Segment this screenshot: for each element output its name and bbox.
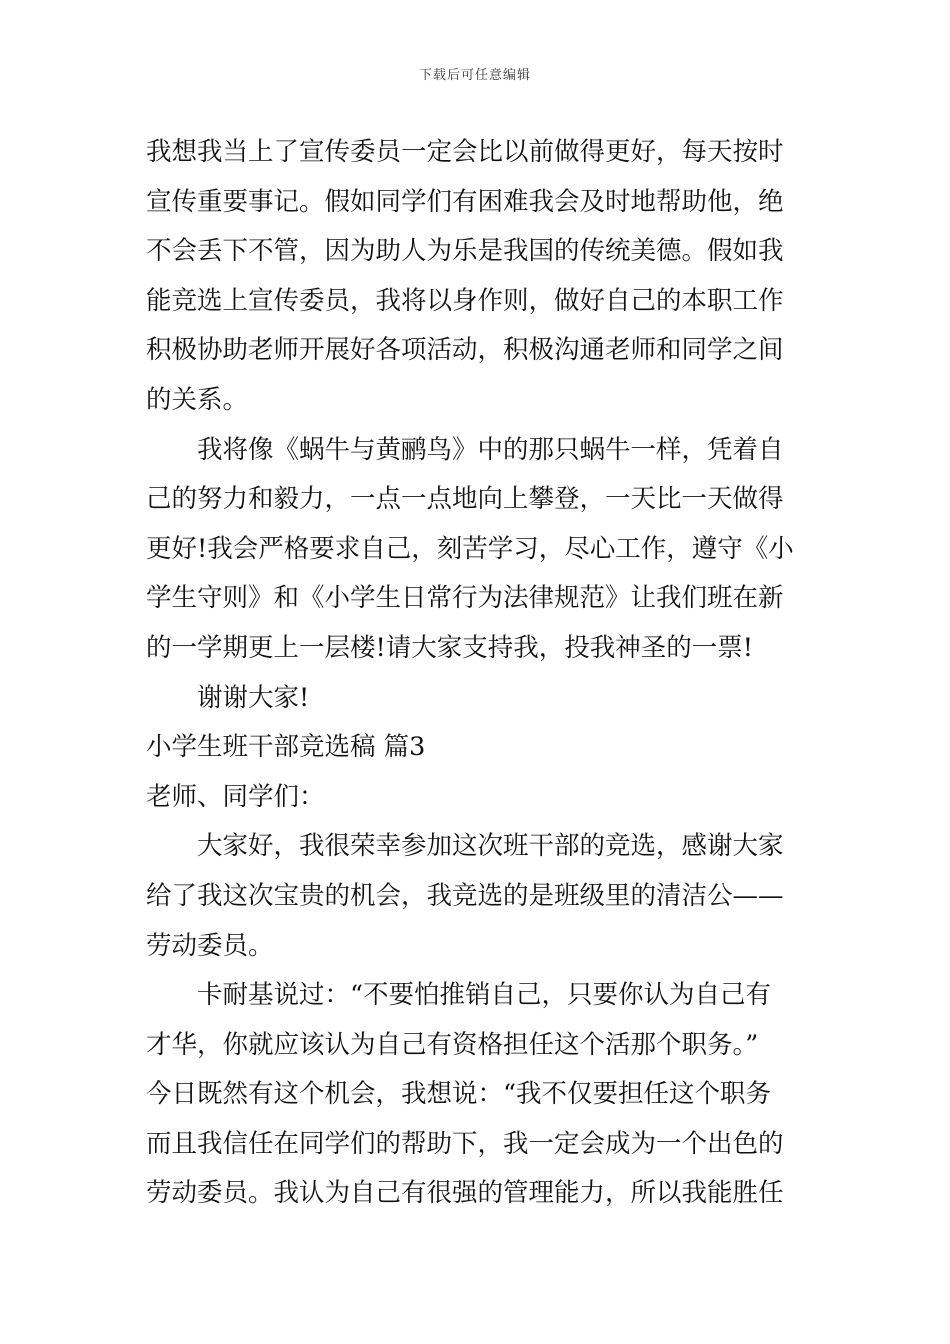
- text-line: 才华，你就应该认为自己有资格担任这个活那个职务。”: [146, 1029, 759, 1060]
- text-line: 能竞选上宣传委员，我将以身作则，做好自己的本职工作: [146, 285, 784, 316]
- text-line: 谢谢大家!: [197, 682, 310, 713]
- text-line: 而且我信任在同学们的帮助下，我一定会成为一个出色的: [146, 1128, 784, 1159]
- text-line: 的关系。: [146, 384, 249, 415]
- text-line: 己的努力和毅力，一点一点地向上攀登，一天比一天做得: [146, 484, 784, 515]
- document-body: [146, 128, 810, 1219]
- text-line: 我想我当上了宣传委员一定会比以前做得更好，每天按时: [146, 137, 784, 167]
- text-line: 的一学期更上一层楼!请大家支持我，投我神圣的一票!: [146, 632, 753, 663]
- text-line: 我将像《蜗牛与黄鹂鸟》中的那只蜗牛一样，凭着自: [197, 434, 784, 465]
- text-line: 老师、同学们：: [146, 781, 325, 812]
- text-line: 小学生班干部竞选稿 篇3: [146, 732, 426, 763]
- text-line: 积极协助老师开展好各项活动，积极沟通老师和同学之间: [146, 335, 784, 366]
- text-line: 学生守则》和《小学生日常行为法律规范》让我们班在新: [146, 583, 784, 614]
- text-line: 给了我这次宝贵的机会，我竞选的是班级里的清洁公——: [146, 880, 784, 911]
- text-line: 大家好，我很荣幸参加这次班干部的竞选，感谢大家: [197, 831, 784, 862]
- page-header-note: 下载后可任意编辑: [418, 68, 531, 83]
- text-line: 劳动委员。: [146, 930, 274, 961]
- text-line: 今日既然有这个机会，我想说：“我不仅要担任这个职务: [146, 1079, 772, 1110]
- text-line: 宣传重要事记。假如同学们有困难我会及时地帮助他，绝: [146, 186, 784, 217]
- text-line: 不会丢下不管，因为助人为乐是我国的传统美德。假如我: [146, 236, 784, 267]
- text-line: 卡耐基说过：“不要怕推销自己，只要你认为自己有: [197, 980, 772, 1011]
- text-line: 更好!我会严格要求自己，刻苦学习，尽心工作，遵守《小: [146, 533, 794, 564]
- text-line: 劳动委员。我认为自己有很强的管理能力，所以我能胜任: [146, 1178, 784, 1209]
